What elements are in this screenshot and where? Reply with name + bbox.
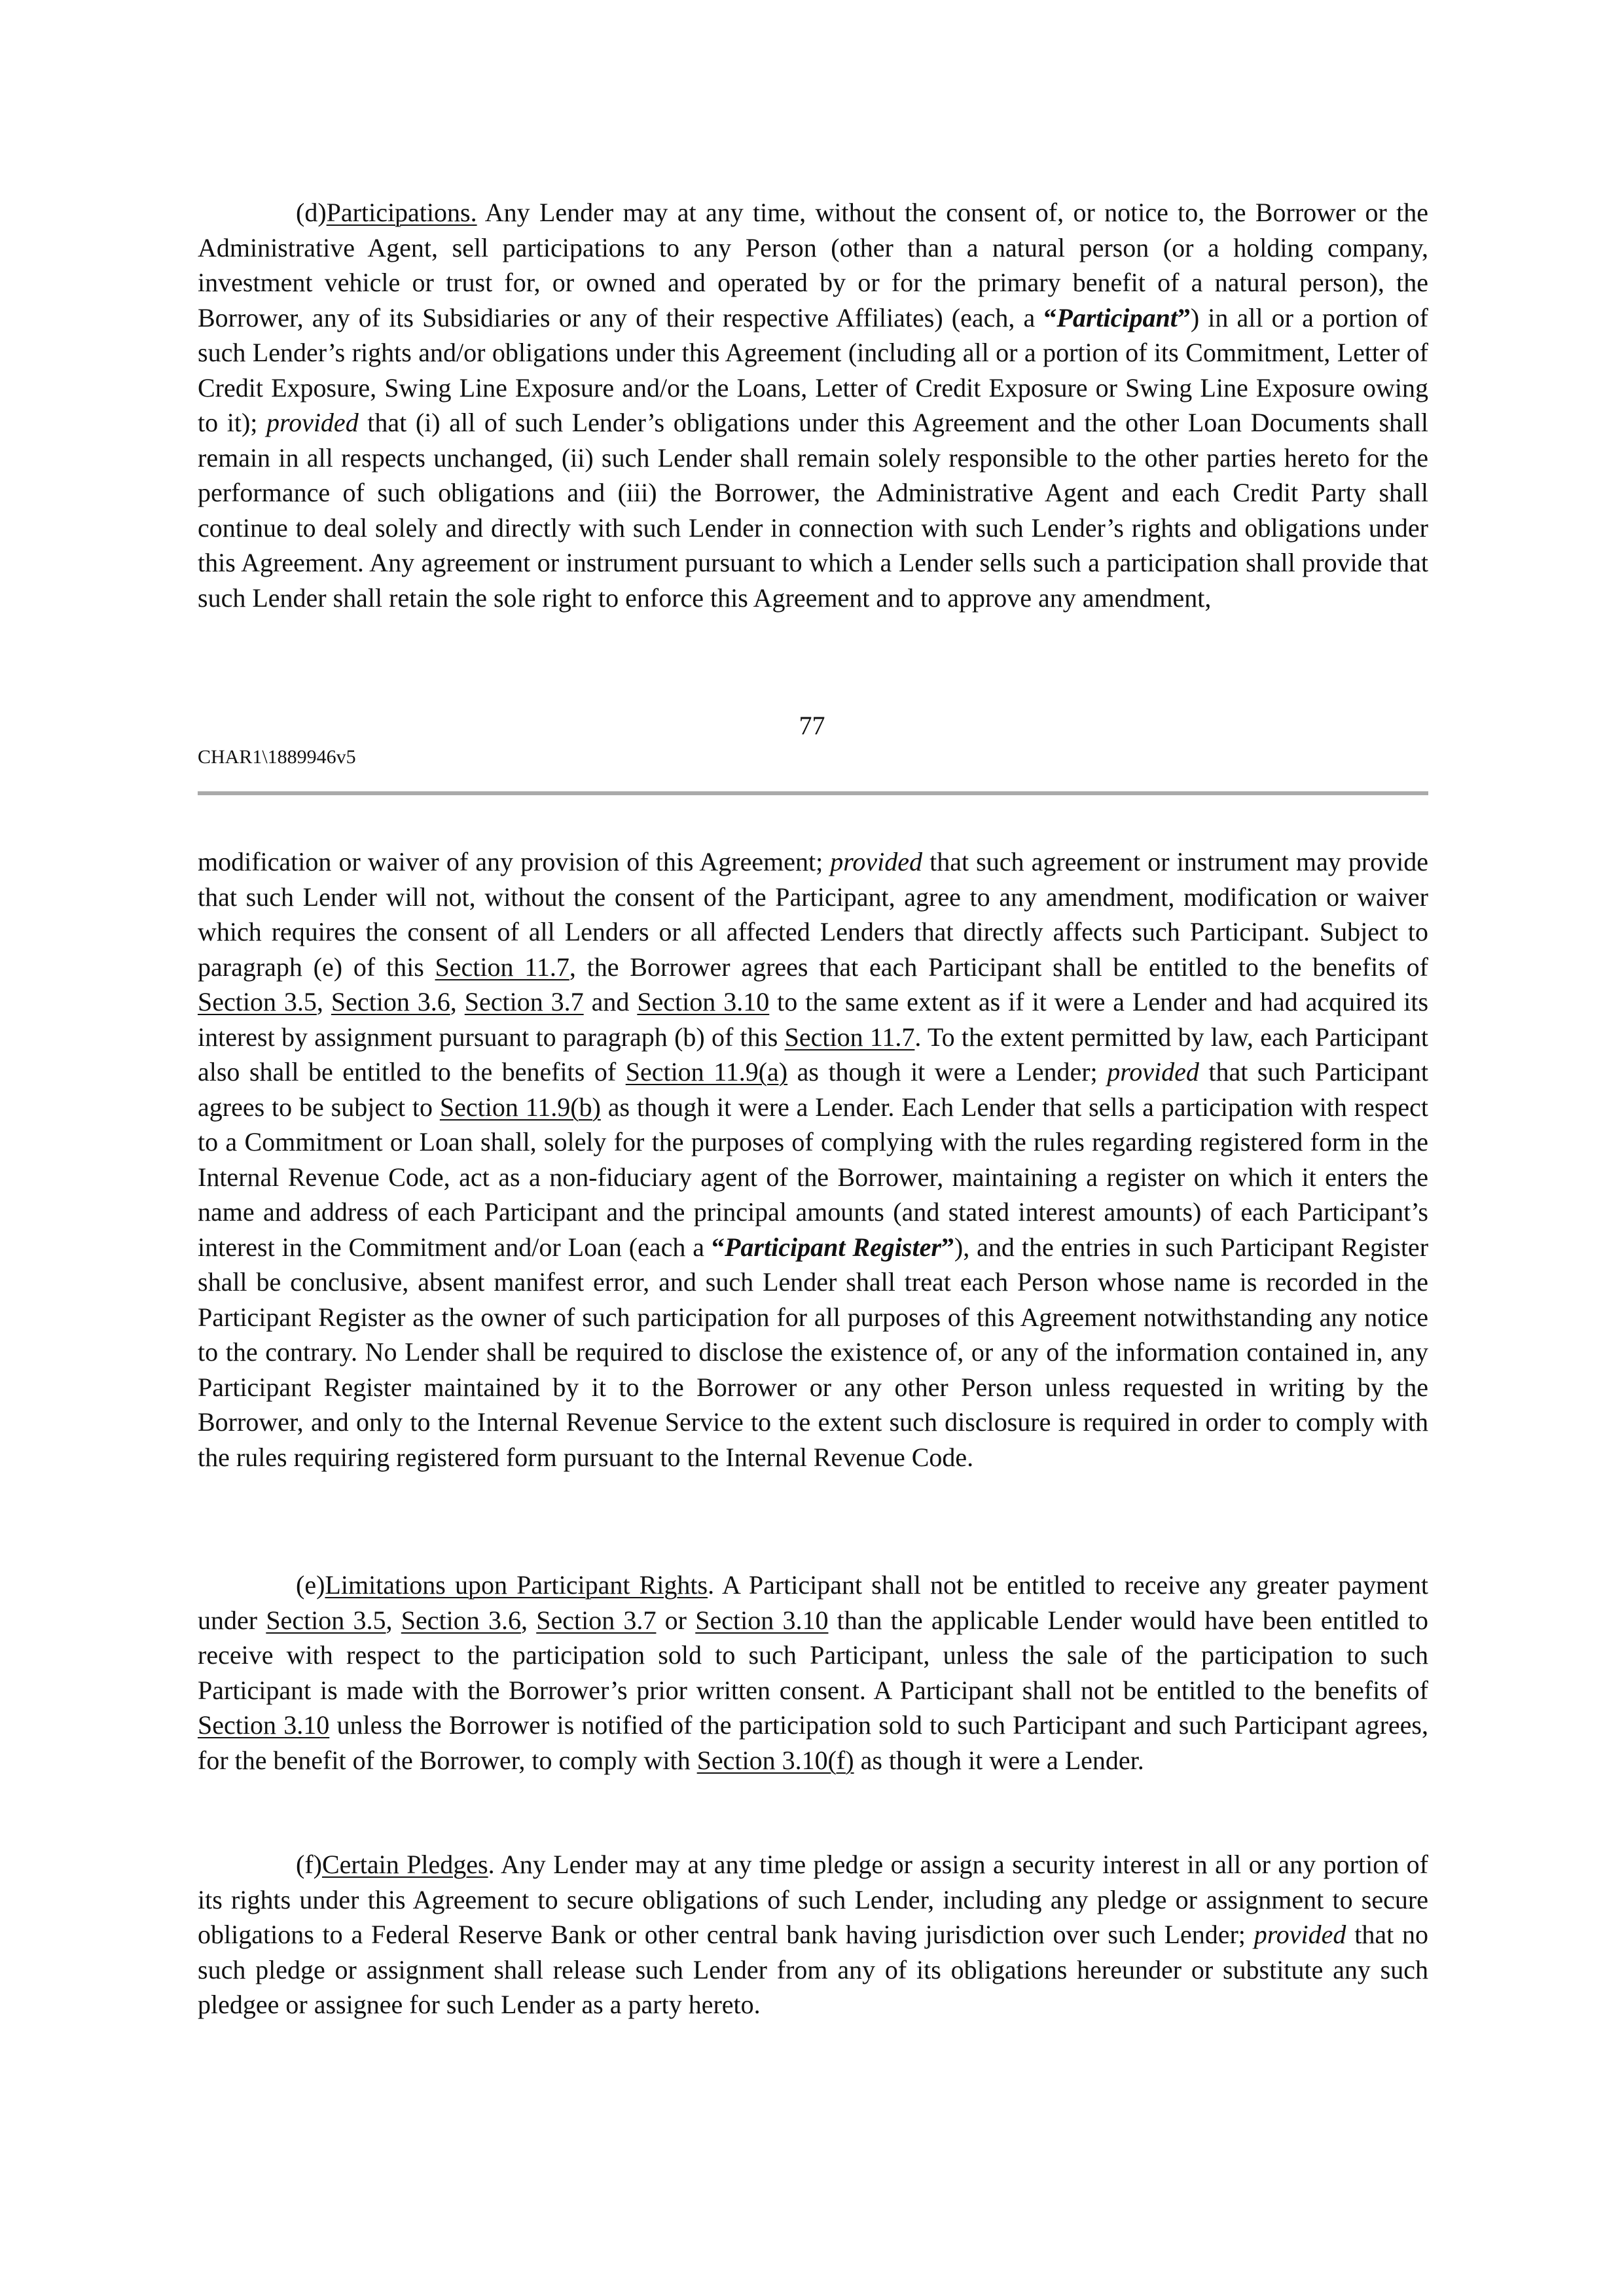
body-text: . To the extent permitted by law, each Participant also shall be entitled to the benefits of	[198, 1022, 1429, 1086]
separator: or	[656, 1605, 696, 1635]
section-reference: Section 3.10	[695, 1605, 829, 1635]
provided-emphasis: provided	[266, 408, 359, 437]
section-reference: Section 3.10(f)	[696, 1745, 854, 1775]
separator: ,	[520, 1605, 537, 1635]
quote-mark: “	[711, 1232, 725, 1262]
separator: ,	[316, 987, 331, 1016]
paragraph-e-limitations	[198, 1568, 1428, 1778]
body-text: that such agreement or instrument may provide that such Lender will not, without the consent of the Participant, agree to any amendment, modification or waiver which requires the consent of all Lenders or all affected Lenders that directly affects such Participant. Subject to paragraph (e) of this	[198, 847, 1428, 982]
section-reference: Section 3.10	[637, 987, 770, 1016]
section-reference: Section 11.9(b)	[439, 1092, 601, 1122]
section-reference: Section 11.7	[784, 1022, 915, 1052]
page-divider	[198, 791, 1428, 795]
separator: ,	[386, 1605, 401, 1635]
quote-mark: ”	[1177, 302, 1191, 332]
body-text: ) in all or a portion of such Lender’s rights and/or obligations under this Agreement (including all or a portion of its Commitment, Letter of Credit Exposure, Swing Line Exposure and/or the Loans, Letter of Credit Exposure or Swing Line Exposure owing to it);	[198, 302, 1428, 437]
document-id: CHAR1\1889946v5	[198, 746, 356, 768]
paragraph-f-text	[198, 1847, 1428, 2022]
body-text: that (i) all of such Lender’s obligations under this Agreement and the other Loan Documents shall remain in all respects unchanged, (ii) such Lender shall remain solely responsible to the other parties hereto for the performance of such obligations and (iii) the Borrower, the Administrative Agent and each Credit Party shall continue to deal solely and directly with such Lender in connection with such Lender’s rights and obligations under this Agreement. Any agreement or instrument pursuant to which a Lender sells such a participation shall provide that such Lender shall retain the sole right to enforce this Agreement and to approve any amendment,	[198, 408, 1428, 613]
body-text: to the same extent as if it were a Lender and had acquired its interest by assignment pursuant to paragraph (b) of this	[198, 987, 1429, 1052]
defined-term: Participant Register	[724, 1232, 941, 1262]
paragraph-label: (e)	[296, 1570, 325, 1600]
body-text: Any Lender may at any time, without the consent of, or notice to, the Borrower or the Administrative Agent, sell participations to any Person (other than a natural person (or a holding company, investment vehicle or trust for, or owned and operated by or for the primary benefit of a natural person), the Borrower, any of its Subsidiaries or any of their respective Affiliates) (each, a	[198, 198, 1428, 332]
paragraph-f-certain-pledges	[198, 1847, 1428, 2022]
section-reference: Section 11.7	[435, 952, 569, 982]
paragraph-continued-text	[198, 844, 1428, 1475]
paragraph-label: (d)	[296, 198, 327, 227]
body-text: that no such pledge or assignment shall release such Lender from any of its obligations hereunder or substitute any such pledgee or assignee for such Lender as a party hereto.	[198, 1920, 1428, 2019]
separator: ,	[450, 987, 465, 1016]
provided-emphasis: provided	[1254, 1920, 1346, 1949]
section-reference: Section 3.6	[331, 987, 450, 1016]
body-text: . A Participant shall not be entitled to receive any greater payment under	[198, 1570, 1429, 1635]
body-text: ), and the entries in such Participant Register shall be conclusive, absent manifest error, and such Lender shall treat each Person whose name is recorded in the Participant Register as the owner of such participation for all purposes of this Agreement notwithstanding any notice to the contrary. No Lender shall be required to disclose the existence of, or any of the information contained in, any Participant Register maintained by it to the Borrower or any other Person unless requested in writing by the Borrower, and only to the Internal Revenue Service to the extent such disclosure is required in order to comply with the rules requiring registered form pursuant to the Internal Revenue Code.	[198, 1232, 1429, 1472]
body-text: unless the Borrower is notified of the participation sold to such Participant and such Participant agrees, for the benefit of the Borrower, to comply with	[198, 1710, 1428, 1775]
provided-emphasis: provided	[1107, 1057, 1199, 1086]
paragraph-heading: Limitations upon Participant Rights	[325, 1570, 708, 1600]
body-text: as though it were a Lender;	[787, 1057, 1108, 1086]
body-text: modification or waiver of any provision of this Agreement;	[198, 847, 831, 876]
paragraph-heading: Certain Pledges	[321, 1850, 488, 1879]
quote-mark: ”	[941, 1232, 954, 1262]
section-reference: Section 3.10	[198, 1710, 330, 1740]
provided-emphasis: provided	[830, 847, 922, 876]
paragraph-d-continued	[198, 844, 1428, 1475]
defined-term: Participant	[1056, 302, 1178, 332]
section-reference: Section 11.9(a)	[625, 1057, 788, 1086]
body-text: as though it were a Lender.	[854, 1745, 1144, 1775]
separator: and	[583, 987, 638, 1016]
section-reference: Section 3.7	[464, 987, 584, 1016]
section-reference: Section 3.6	[401, 1605, 521, 1635]
paragraph-label: (f)	[296, 1850, 322, 1879]
body-text: . Any Lender may at any time pledge or assign a security interest in all or any portion of its rights under this Agreement to secure obligations of such Lender, including any pledge or assignment to secure obligations to a Federal Reserve Bank or other central bank having jurisdiction over such Lender;	[198, 1850, 1428, 1949]
body-text: , the Borrower agrees that each Participant shall be entitled to the benefits of	[569, 952, 1428, 982]
body-text: as though it were a Lender. Each Lender that sells a participation with respect to a Commitment or Loan shall, solely for the purposes of complying with the rules regarding registered form in the Internal Revenue Code, act as a non-fiduciary agent of the Borrower, maintaining a register on which it enters the name and address of each Participant and the principal amounts (and stated interest amounts) of each Participant’s interest in the Commitment and/or Loan (each a	[198, 1092, 1428, 1262]
paragraph-d-participations	[198, 195, 1428, 615]
section-reference: Section 3.5	[198, 987, 317, 1016]
section-reference: Section 3.5	[266, 1605, 386, 1635]
paragraph-e-text	[198, 1568, 1428, 1778]
body-text: that such Participant agrees to be subject to	[198, 1057, 1428, 1122]
body-text: than the applicable Lender would have been entitled to receive with respect to the participation sold to such Participant, unless the sale of the participation to such Participant is made with the Borrower’s prior written consent. A Participant shall not be entitled to the benefits of	[198, 1605, 1428, 1705]
page-number: 77	[799, 711, 825, 740]
paragraph-d-text	[198, 195, 1428, 615]
quote-mark: “	[1043, 302, 1057, 332]
section-reference: Section 3.7	[536, 1605, 657, 1635]
paragraph-heading: Participations.	[326, 198, 477, 227]
